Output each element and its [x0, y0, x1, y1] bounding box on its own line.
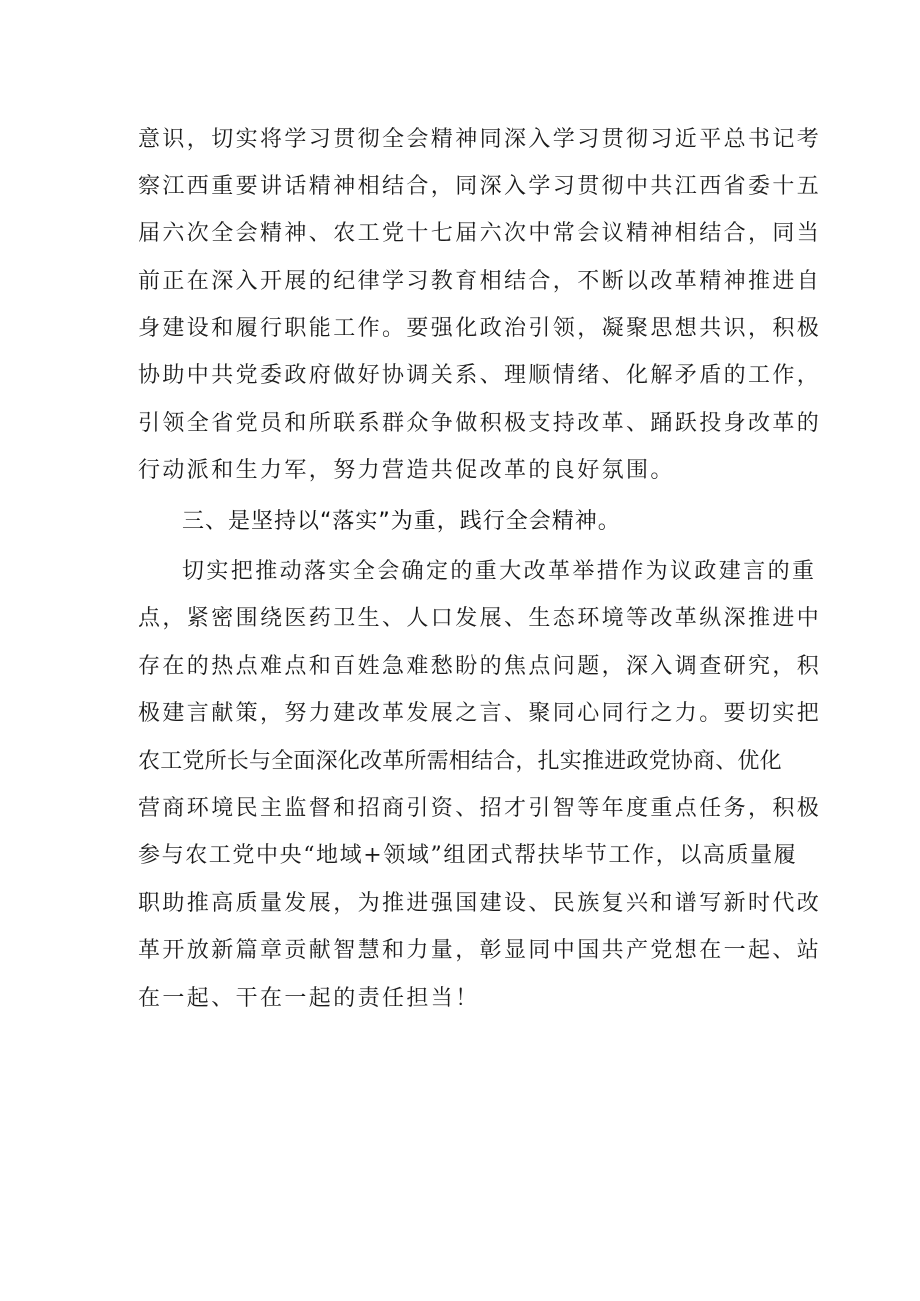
paragraph-1-line-2: 察江西重要讲话精神相结合，同深入学习贯彻中共江西省委十五 [138, 174, 822, 199]
paragraph-1-line-4: 前正在深入开展的纪律学习教育相结合，不断以改革精神推进自 [138, 269, 822, 294]
paragraph-2-line-6: 营商环境民主监督和招商引资、招才引智等年度重点任务，积极 [138, 796, 822, 821]
paragraph-2-line-10: 在一起、干在一起的责任担当！ [138, 986, 480, 1011]
paragraph-1-line-6: 协助中共党委政府做好协调关系、理顺情绪、化解矛盾的工作， [138, 363, 822, 388]
paragraph-2-line-7: 参与农工党中央“地域+领域”组团式帮扶毕节工作，以高质量履 [138, 843, 798, 868]
paragraph-2-line-5: 农工党所长与全面深化改革所需相结合，扎实推进政党协商、优化 [138, 749, 782, 774]
paragraph-2-line-2: 点，紧密围绕医药卫生、人口发展、生态环境等改革纵深推进中 [138, 606, 822, 631]
paragraph-2-line-1: 切实把推动落实全会确定的重大改革举措作为议政建言的重 [182, 559, 817, 584]
paragraph-1-line-5: 身建设和履行职能工作。要强化政治引领，凝聚思想共识，积极 [138, 316, 822, 341]
paragraph-1-line-1: 意识，切实将学习贯彻全会精神同深入学习贯彻习近平总书记考 [138, 127, 822, 152]
paragraph-1-line-7: 引领全省党员和所联系群众争做积极支持改革、踊跃投身改革的 [138, 411, 822, 436]
paragraph-2-line-9: 革开放新篇章贡献智慧和力量，彰显同中国共产党想在一起、站 [138, 938, 822, 963]
section-heading-3: 三、是坚持以“落实”为重，践行全会精神。 [182, 509, 621, 534]
paragraph-1-line-8: 行动派和生力军，努力营造共促改革的良好氛围。 [138, 458, 675, 483]
paragraph-2-line-3: 存在的热点难点和百姓急难愁盼的焦点问题，深入调查研究，积 [138, 654, 822, 679]
paragraph-2-line-4: 极建言献策，努力建改革发展之言、聚同心同行之力。要切实把 [138, 701, 822, 726]
paragraph-2-line-8: 职助推高质量发展，为推进强国建设、民族复兴和谱写新时代改 [138, 891, 822, 916]
paragraph-1-line-3: 届六次全会精神、农工党十七届六次中常会议精神相结合，同当 [138, 221, 822, 246]
